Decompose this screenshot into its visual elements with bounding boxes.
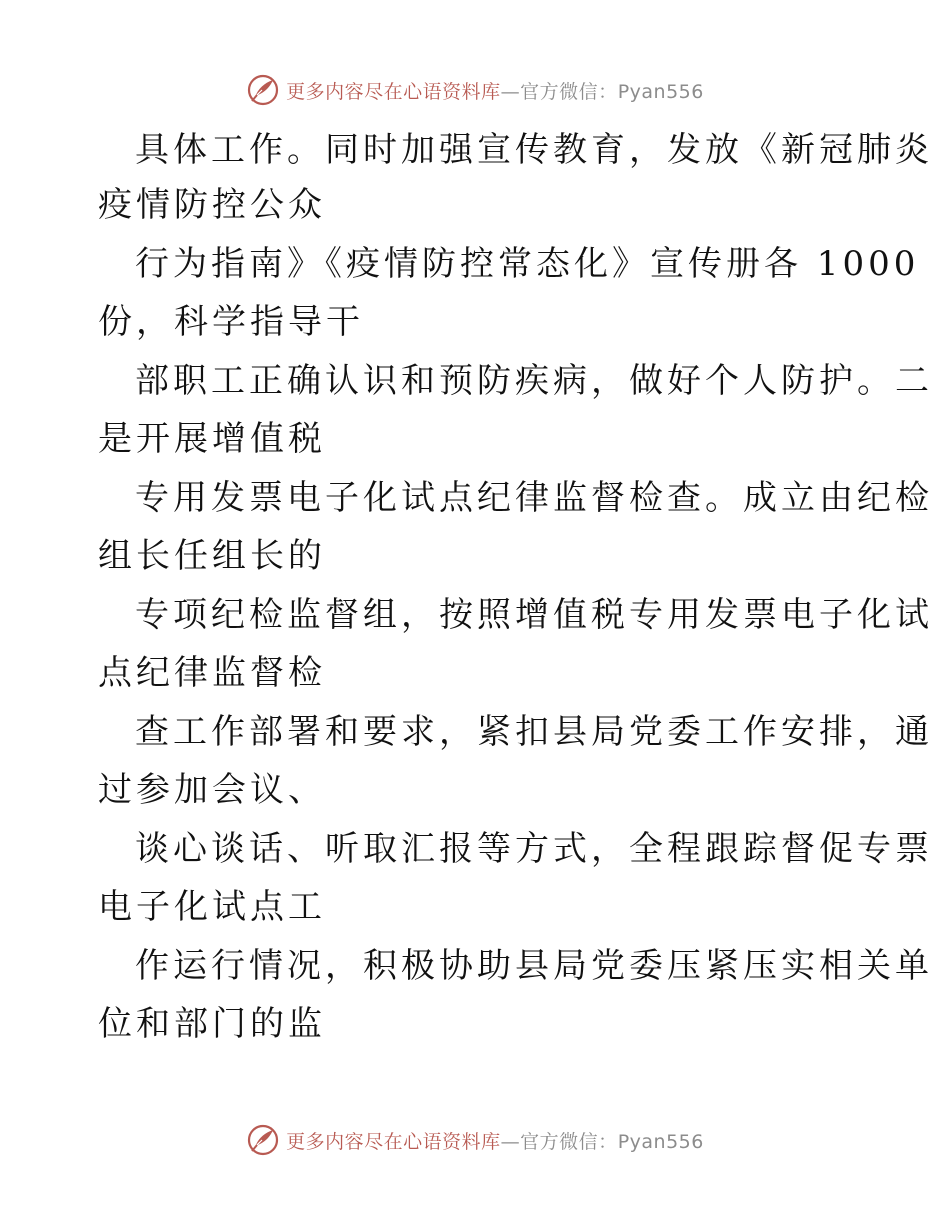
body-line: 点纪律监督检 — [98, 653, 326, 693]
header-watermark — [0, 70, 950, 110]
watermark-brand: 更多内容尽在心语资料库 — [286, 80, 501, 103]
body-line: 专用发票电子化试点纪律监督检查。成立由纪检 — [135, 478, 933, 518]
feather-pen-logo-icon — [246, 73, 280, 107]
watermark-separator: — — [500, 1130, 521, 1153]
body-line: 作运行情况，积极协助县局党委压紧压实相关单 — [135, 946, 933, 986]
body-line: 组长任组长的 — [98, 536, 326, 576]
body-line: 电子化试点工 — [98, 887, 326, 927]
body-line: 疫情防控公众 — [98, 185, 326, 225]
body-line: 谈心谈话、听取汇报等方式，全程跟踪督促专票 — [135, 829, 933, 869]
watermark-official-label: 官方微信： — [520, 80, 618, 103]
body-line: 份，科学指导干 — [98, 302, 364, 342]
body-line: 行为指南》《疫情防控常态化》宣传册各 1000 — [135, 244, 920, 284]
body-line: 查工作部署和要求，紧扣县局党委工作安排，通 — [135, 712, 933, 752]
body-line: 位和部门的监 — [98, 1004, 326, 1044]
body-line: 过参加会议、 — [98, 770, 326, 810]
body-line: 是开展增值税 — [98, 419, 326, 459]
watermark-wechat-id: Pyan556 — [617, 80, 704, 103]
watermark-text — [286, 1127, 704, 1154]
body-line: 专项纪检监督组，按照增值税专用发票电子化试 — [135, 595, 933, 635]
watermark-text — [286, 77, 704, 104]
footer-watermark — [0, 1120, 950, 1160]
watermark-separator: — — [500, 80, 521, 103]
feather-pen-logo-icon — [246, 1123, 280, 1157]
watermark-brand: 更多内容尽在心语资料库 — [286, 1130, 501, 1153]
watermark-wechat-id: Pyan556 — [617, 1130, 704, 1153]
body-line: 部职工正确认识和预防疾病，做好个人防护。二 — [135, 361, 933, 401]
watermark-official-label: 官方微信： — [520, 1130, 618, 1153]
body-line: 具体工作。同时加强宣传教育，发放《新冠肺炎 — [135, 130, 933, 170]
